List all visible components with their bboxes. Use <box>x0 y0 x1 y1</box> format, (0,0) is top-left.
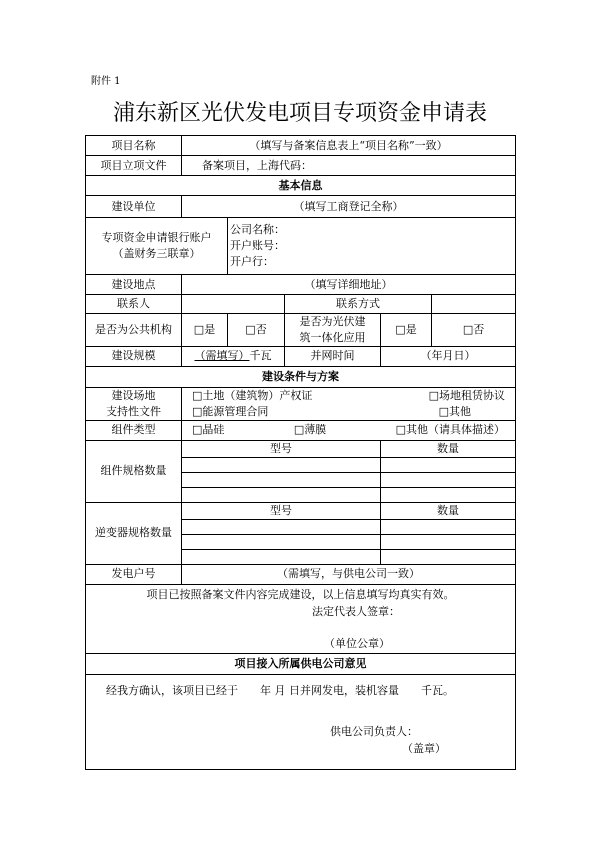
row-contact <box>86 295 516 314</box>
row-project-name <box>86 136 516 156</box>
option-crystalline-silicon[interactable]: □ 晶硅 <box>192 422 224 438</box>
module-model-cell[interactable] <box>182 487 381 502</box>
inverter-model-header: 型号 <box>182 502 381 519</box>
public-no-option[interactable]: □ 否 <box>228 314 285 347</box>
module-qty-cell[interactable] <box>381 472 516 487</box>
module-qty-cell[interactable] <box>381 487 516 502</box>
declaration-text: 项目已按照备案文件内容完成建设，以上信息填写均真实有效。 <box>146 587 455 601</box>
bipv-label: 是否为光伏建 筑一体化应用 <box>285 314 381 347</box>
builder-field[interactable]: （填写工商登记全称） <box>182 196 516 218</box>
inverter-qty-cell[interactable] <box>381 519 516 534</box>
checkbox-icon <box>429 389 439 402</box>
option-other-module[interactable]: □ 其他（请具体描述） <box>396 422 505 438</box>
project-name-field[interactable]: （填写与备案信息表上“项目名称”一致） <box>182 136 516 156</box>
row-grid-opinion <box>86 674 516 769</box>
bank-label-line2: （盖财务三联章） <box>112 247 201 260</box>
inverter-qty-cell[interactable] <box>381 549 516 564</box>
contact-method-field[interactable] <box>432 295 516 314</box>
company-name-line: 公司名称： <box>230 223 285 237</box>
row-module-spec-header <box>86 440 516 457</box>
builder-label: 建设单位 <box>86 196 182 218</box>
bank-name-line: 开户行： <box>230 254 274 268</box>
support-docs-options <box>182 387 516 420</box>
row-bank-account <box>86 218 516 275</box>
declaration-cell <box>86 584 516 653</box>
module-type-label: 组件类型 <box>86 420 182 440</box>
application-form-table <box>85 135 516 770</box>
option-lease-agreement[interactable]: □ 场地租赁协议 <box>429 388 505 404</box>
checkbox-icon <box>192 423 202 436</box>
checkbox-icon <box>396 423 406 436</box>
row-inverter-spec-header <box>86 502 516 519</box>
scale-label: 建设规模 <box>86 346 182 366</box>
scale-field[interactable]: （需填写）千瓦 <box>182 346 285 366</box>
contact-person-label: 联系人 <box>86 295 182 314</box>
contact-method-label: 联系方式 <box>285 295 432 314</box>
module-qty-cell[interactable] <box>381 457 516 472</box>
checkbox-icon <box>192 405 202 418</box>
grid-signer-label: 供电公司负责人： <box>330 724 418 738</box>
row-module-type <box>86 420 516 440</box>
inverter-spec-label: 逆变器规格数量 <box>86 502 182 564</box>
module-model-cell[interactable] <box>182 457 381 472</box>
bipv-yes-option[interactable]: □ 是 <box>381 314 432 347</box>
checkbox-icon <box>245 323 255 336</box>
checkbox-icon <box>395 323 405 336</box>
inverter-qty-cell[interactable] <box>381 534 516 549</box>
bank-label-line1: 专项资金申请银行账户 <box>101 231 212 245</box>
grid-time-field[interactable]: （年月日） <box>381 346 516 366</box>
row-builder <box>86 196 516 218</box>
account-number-label: 发电户号 <box>86 564 182 584</box>
option-other-doc[interactable]: □ 其他 <box>439 404 505 420</box>
module-qty-header: 数量 <box>381 440 516 457</box>
public-institution-label: 是否为公共机构 <box>86 314 182 347</box>
inverter-qty-header: 数量 <box>381 502 516 519</box>
section-conditions: 建设条件与方案 <box>86 366 516 387</box>
module-model-header: 型号 <box>182 440 381 457</box>
row-public-bipv <box>86 314 516 347</box>
row-scale <box>86 346 516 366</box>
section-grid-opinion: 项目接入所属供电公司意见 <box>86 653 516 674</box>
project-file-field[interactable]: 备案项目，上海代码： <box>182 156 516 176</box>
row-section-conditions <box>86 366 516 387</box>
checkbox-icon <box>439 405 449 418</box>
module-type-options <box>182 420 516 440</box>
row-project-file <box>86 156 516 176</box>
inverter-model-cell[interactable] <box>182 519 381 534</box>
site-label: 建设地点 <box>86 275 182 295</box>
grid-seal-label: （盖章） <box>402 741 446 755</box>
page-title: 浦东新区光伏发电项目专项资金申请表 <box>112 101 487 126</box>
grid-time-label: 并网时间 <box>285 346 381 366</box>
option-energy-contract[interactable]: □ 能源管理合同 <box>192 404 268 420</box>
legal-rep-signature-label: 法定代表人签章： <box>312 604 400 618</box>
company-seal-label: （单位公章） <box>324 636 390 650</box>
contact-person-field[interactable] <box>182 295 285 314</box>
option-land-certificate[interactable]: □ 土地（建筑物）产权证 <box>192 388 312 404</box>
account-number-field[interactable]: （需填写，与供电公司一致） <box>182 564 516 584</box>
inverter-model-cell[interactable] <box>182 549 381 564</box>
row-section-basic <box>86 176 516 196</box>
module-model-cell[interactable] <box>182 472 381 487</box>
checkbox-icon <box>194 323 204 336</box>
project-file-label: 项目立项文件 <box>86 156 182 176</box>
row-site <box>86 275 516 295</box>
section-basic-info: 基本信息 <box>86 176 516 196</box>
grid-confirm-text: 经我方确认，该项目已经于 年 月 日并网发电，装机容量 千瓦。 <box>106 683 454 697</box>
public-yes-option[interactable]: □ 是 <box>182 314 228 347</box>
grid-opinion-cell[interactable] <box>86 674 516 769</box>
project-name-label: 项目名称 <box>86 136 182 156</box>
inverter-model-cell[interactable] <box>182 534 381 549</box>
bipv-no-option[interactable]: □ 否 <box>432 314 516 347</box>
attachment-label: 附件 1 <box>91 76 121 87</box>
checkbox-icon <box>192 389 202 402</box>
row-account-number <box>86 564 516 584</box>
site-field[interactable]: （填写详细地址） <box>182 275 516 295</box>
bank-account-field[interactable] <box>228 218 516 275</box>
row-declaration <box>86 584 516 653</box>
row-section-grid-opinion <box>86 653 516 674</box>
support-docs-label: 建设场地 支持性文件 <box>86 387 182 420</box>
row-support-docs <box>86 387 516 420</box>
account-number-line: 开户账号： <box>230 239 285 253</box>
module-spec-label: 组件规格数量 <box>86 440 182 502</box>
bank-account-label <box>86 218 228 275</box>
option-thin-film[interactable]: □ 薄膜 <box>294 422 326 438</box>
checkbox-icon <box>294 423 304 436</box>
checkbox-icon <box>463 323 473 336</box>
